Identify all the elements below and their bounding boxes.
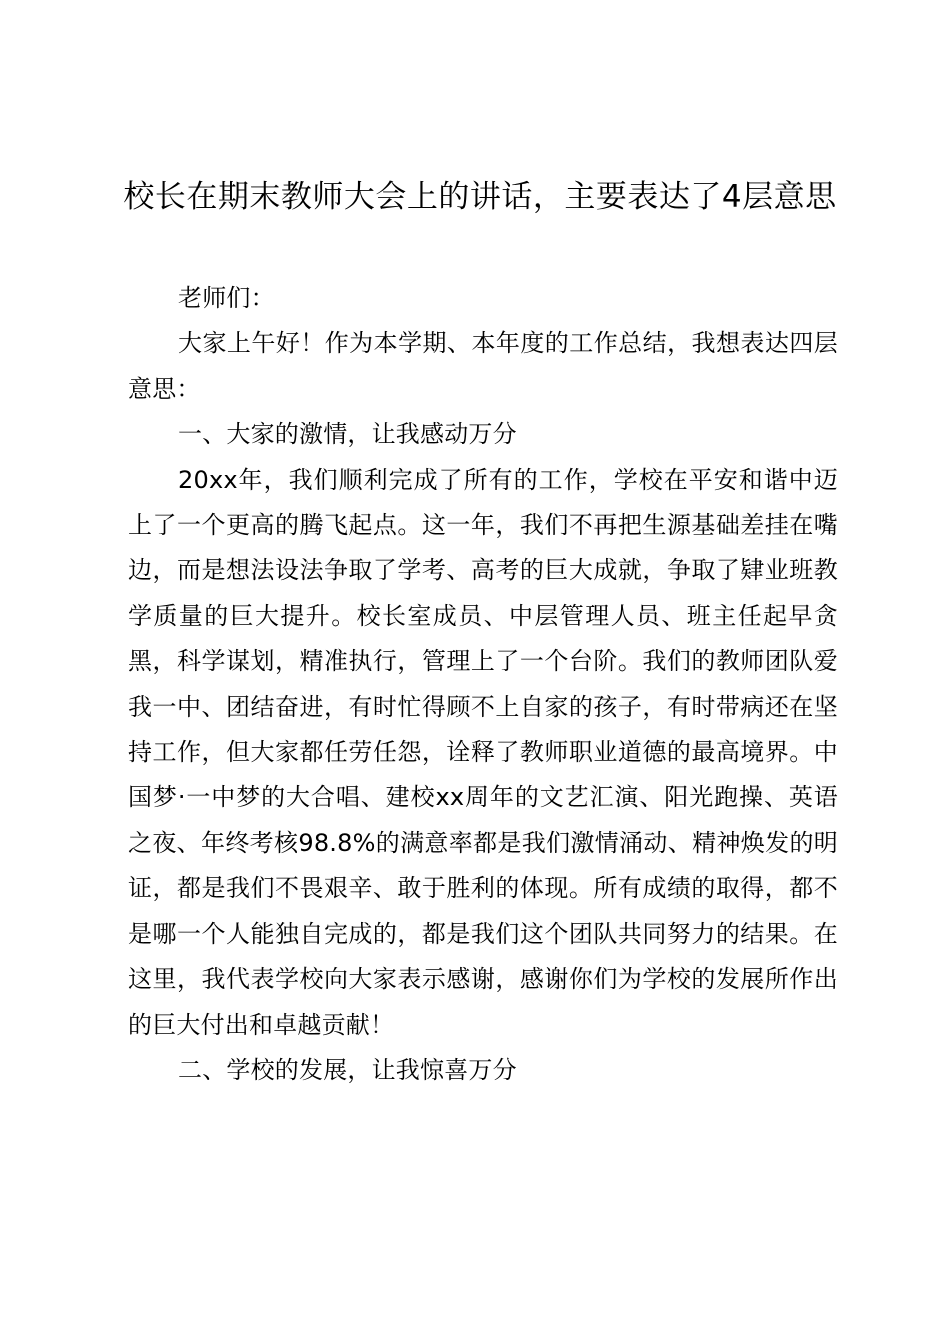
section-1-paragraph: 20xx年，我们顺利完成了所有的工作，学校在平安和谐中迈上了一个更高的腾飞起点。这一年，我们不再把生源基础差挂在嘴边，而是想法设法争取了学考、高考的巨大成就，争取了肄业班教学质量的巨大提升。校长室成员、中层管理人员、班主任起早贪黑，科学谋划，精准执行，管理上了一个台阶。我们的教师团队爱我一中、团结奋进，有时忙得顾不上自家的孩子，有时带病还在坚持工作，但大家都任劳任怨，诠释了教师职业道德的最高境界。中国梦·一中梦的大合唱、建校xx周年的文艺汇演、阳光跑操、英语之夜、年终考核98.8%的满意率都是我们激情涌动、精神焕发的明证，都是我们不畏艰辛、敢于胜利的体现。所有成绩的取得，都不是哪一个人能独自完成的，都是我们这个团队共同努力的结果。在这里，我代表学校向大家表示感谢，感谢你们为学校的发展所作出的巨大付出和卓越贡献！ [128, 465, 838, 1039]
document-body [128, 276, 838, 1093]
intro-paragraph: 大家上午好！作为本学期、本年度的工作总结，我想表达四层意思： [128, 329, 838, 403]
section-heading-1: 一、大家的激情，让我感动万分 [178, 420, 517, 449]
salutation: 老师们： [178, 284, 275, 312]
section-heading-2: 二、学校的发展，让我惊喜万分 [178, 1055, 517, 1084]
document-title: 校长在期末教师大会上的讲话，主要表达了4层意思 [123, 179, 837, 215]
